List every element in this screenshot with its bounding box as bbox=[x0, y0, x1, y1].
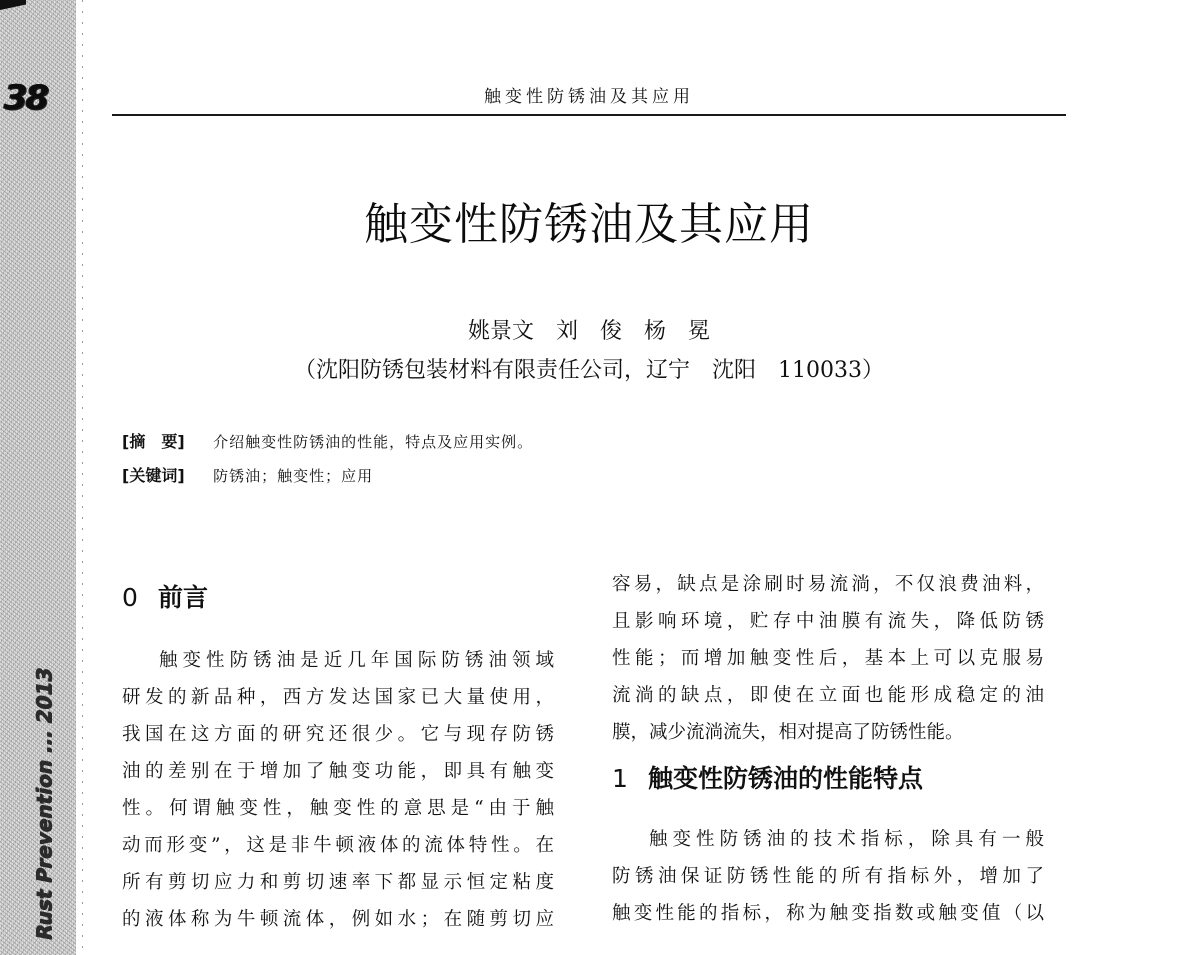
section-heading-0 bbox=[122, 578, 554, 618]
spine-vertical-text: Rust Prevention ... 2013 bbox=[32, 667, 56, 940]
affiliation: （沈阳防锈包装材料有限责任公司，辽宁 沈阳 110033） bbox=[294, 358, 884, 383]
keywords bbox=[122, 463, 373, 486]
keywords-label: [关键词] bbox=[122, 466, 185, 485]
text-line: 性能；而增加触变性后，基本上可以克服易 bbox=[612, 648, 1044, 669]
text-line: 触变性防锈油的技术指标，除具有一般 bbox=[649, 829, 1044, 850]
abstract-text: 介绍触变性防锈油的性能，特点及应用实例。 bbox=[213, 433, 534, 451]
page-number: 38 bbox=[4, 78, 48, 118]
spine-corner-mark bbox=[0, 0, 26, 10]
text-line: 触变性能的指标，称为触变指数或触变值（以 bbox=[612, 903, 1044, 924]
text-line: 膜，减少流淌流失，相对提高了防锈性能。 bbox=[612, 722, 964, 743]
running-header: 触变性防锈油及其应用 bbox=[484, 87, 694, 107]
paragraph-continuation bbox=[612, 566, 1044, 751]
section-number: 1 bbox=[612, 764, 628, 793]
authors: 姚景文 刘 俊 杨 冕 bbox=[467, 319, 710, 344]
text-line: 我国在这方面的研究还很少。它与现存防锈 bbox=[122, 724, 554, 745]
text-line: 动而形变”，这是非牛顿液体的流体特性。在 bbox=[122, 835, 554, 856]
section-number: 0 bbox=[122, 583, 138, 612]
text-line: 且影响环境，贮存中油膜有流失，降低防锈 bbox=[612, 611, 1044, 632]
text-line: 油的差别在于增加了触变功能，即具有触变 bbox=[122, 761, 554, 782]
section-heading-1 bbox=[612, 759, 1044, 799]
text-line: 所有剪切应力和剪切速率下都显示恒定粘度 bbox=[122, 872, 554, 893]
abstract-label: [摘 要] bbox=[122, 432, 185, 451]
text-line: 流淌的缺点，即使在立面也能形成稳定的油 bbox=[612, 685, 1044, 706]
article-title: 触变性防锈油及其应用 bbox=[364, 199, 814, 250]
text-line: 性。何谓触变性，触变性的意思是“由于触 bbox=[122, 798, 554, 819]
right-column bbox=[612, 566, 1044, 932]
margin-dotted-line bbox=[82, 0, 83, 955]
text-line: 触变性防锈油是近几年国际防锈油领域 bbox=[159, 650, 554, 671]
header-rule bbox=[112, 114, 1066, 116]
text-line: 的液体称为牛顿流体，例如水；在随剪切应 bbox=[122, 909, 554, 930]
text-line: 研发的新品种，西方发达国家已大量使用， bbox=[122, 687, 554, 708]
left-column bbox=[122, 578, 554, 938]
paragraph-introduction bbox=[122, 642, 554, 938]
text-line: 容易，缺点是涂刷时易流淌，不仅浪费油料， bbox=[612, 574, 1044, 595]
abstract bbox=[122, 429, 533, 452]
text-line: 防锈油保证防锈性能的所有指标外，增加了 bbox=[612, 866, 1044, 887]
section-title: 触变性防锈油的性能特点 bbox=[648, 764, 924, 793]
section-title: 前言 bbox=[158, 583, 209, 612]
scanned-spine-strip bbox=[0, 0, 76, 955]
keywords-text: 防锈油；触变性；应用 bbox=[213, 467, 374, 485]
paragraph-performance bbox=[612, 821, 1044, 932]
